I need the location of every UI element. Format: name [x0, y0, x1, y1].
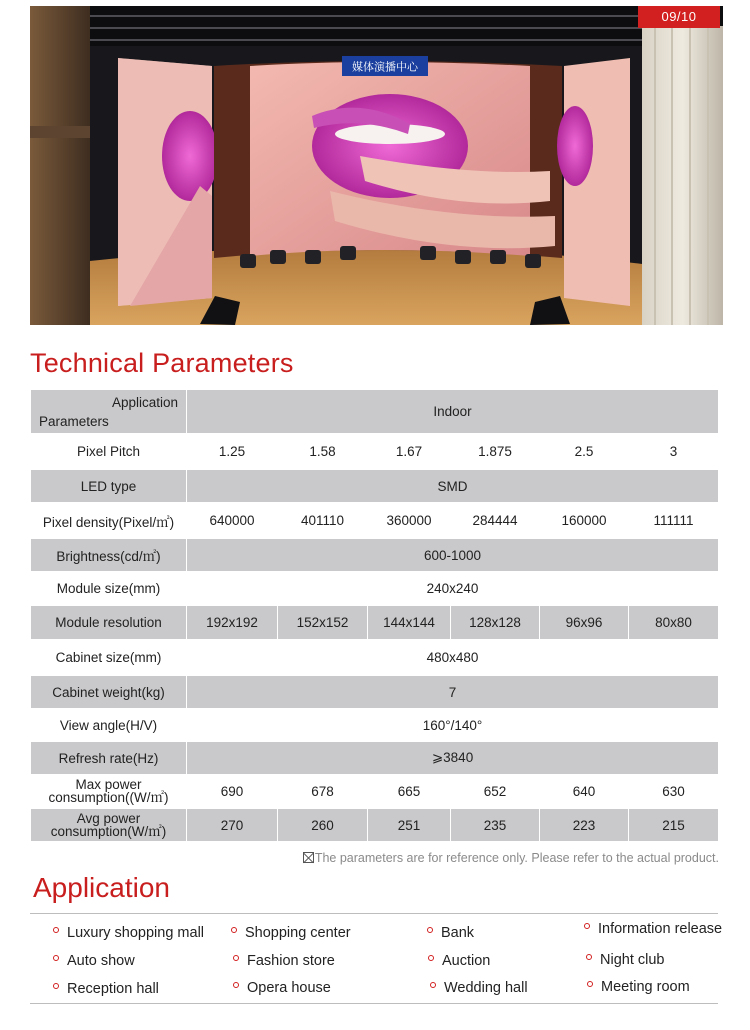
table-row: [31, 503, 719, 539]
table-cell: 284444: [451, 503, 540, 539]
table-cell: 215: [629, 809, 719, 842]
table-cell: 1.58: [278, 434, 368, 470]
divider-top: [30, 913, 718, 914]
table-cell: 192x192: [187, 606, 278, 640]
list-item: [584, 921, 722, 937]
table-cell: 3: [629, 434, 719, 470]
table-cell: 1.875: [451, 434, 540, 470]
bullet-icon: [53, 955, 59, 961]
row-label: LED type: [31, 470, 187, 503]
table-cell: 640: [540, 775, 629, 809]
list-item-label: Night club: [600, 952, 665, 968]
row-label-line1: Avg power: [76, 810, 141, 826]
list-item: [53, 981, 159, 997]
bullet-icon: [586, 954, 592, 960]
row-label: Cabinet weight(kg): [31, 676, 187, 709]
table-cell: 678: [278, 775, 368, 809]
bullet-icon: [233, 982, 239, 988]
table-row: [31, 742, 719, 775]
row-label: [31, 809, 187, 842]
list-item: [53, 953, 135, 969]
list-item-label: Luxury shopping mall: [67, 925, 205, 941]
bullet-icon: [430, 982, 436, 988]
technical-parameters-title: Technical Parameters: [30, 348, 294, 378]
studio-sign-text: 媒体演播中心: [352, 60, 418, 74]
bullet-icon: [233, 955, 239, 961]
list-item: [427, 925, 474, 941]
list-item-label: Shopping center: [245, 925, 351, 941]
table-cell: 240x240: [187, 572, 719, 606]
table-cell: 80x80: [629, 606, 719, 640]
table-cell: 690: [187, 775, 278, 809]
table-cell: 630: [629, 775, 719, 809]
table-cell: ⩾3840: [187, 742, 719, 775]
row-label-line2: consumption(W/㎡): [50, 823, 167, 839]
table-row: [31, 775, 719, 809]
application-header-label: Application: [111, 395, 178, 410]
table-cell: 600-1000: [187, 539, 719, 572]
bullet-icon: [584, 923, 590, 929]
divider-bottom: [30, 1003, 718, 1004]
table-cell: 480x480: [187, 640, 719, 676]
reference-note: [303, 851, 719, 865]
table-cell: 223: [540, 809, 629, 842]
row-label: Refresh rate(Hz): [31, 742, 187, 775]
table-cell: 652: [451, 775, 540, 809]
list-item: [231, 925, 351, 941]
table-cell: 251: [368, 809, 451, 842]
table-row: [31, 470, 719, 503]
technical-parameters-table: [30, 389, 719, 842]
table-header-row: [31, 390, 719, 434]
list-item: [428, 953, 490, 969]
list-item-label: Reception hall: [67, 981, 159, 997]
hero-photo: [30, 6, 723, 325]
table-cell: 7: [187, 676, 719, 709]
table-cell: 1.25: [187, 434, 278, 470]
table-cell: 144x144: [368, 606, 451, 640]
table-cell: 160°/140°: [187, 709, 719, 742]
row-label-line1: Max power: [75, 777, 142, 792]
list-item-label: Auction: [442, 953, 491, 969]
parameters-header-label: Parameters: [39, 414, 109, 429]
table-row: [31, 434, 719, 470]
row-label: Module size(mm): [31, 572, 187, 606]
list-item: [53, 925, 204, 941]
table-cell: 270: [187, 809, 278, 842]
list-item-label: Opera house: [247, 980, 331, 996]
row-label: View angle(H/V): [31, 709, 187, 742]
table-row: [31, 606, 719, 640]
bullet-icon: [231, 927, 237, 933]
list-item-label: Bank: [441, 925, 475, 941]
table-cell: 160000: [540, 503, 629, 539]
row-label: Pixel Pitch: [31, 434, 187, 470]
crossed-box-icon: [303, 852, 314, 863]
list-item: [430, 980, 528, 996]
bullet-icon: [587, 981, 593, 987]
table-cell: 128x128: [451, 606, 540, 640]
reference-note-text: The parameters are for reference only. Please refer to the actual product.: [314, 851, 719, 865]
header-corner-cell: [31, 390, 187, 434]
table-cell: 401110: [278, 503, 368, 539]
table-row: [31, 676, 719, 709]
table-cell: 235: [451, 809, 540, 842]
list-item: [586, 952, 664, 968]
table-row: [31, 539, 719, 572]
table-cell: 96x96: [540, 606, 629, 640]
list-item-label: Information release: [598, 921, 723, 937]
bullet-icon: [427, 927, 433, 933]
page-number-badge: 09/10: [638, 6, 720, 28]
table-cell: 260: [278, 809, 368, 842]
list-item: [233, 980, 331, 996]
list-item-label: Wedding hall: [444, 980, 528, 996]
table-row: [31, 809, 719, 842]
application-title: Application: [33, 872, 170, 903]
list-item: [587, 979, 690, 995]
application-value-cell: Indoor: [187, 390, 719, 434]
row-label: Brightness(cd/㎡): [31, 539, 187, 572]
bullet-icon: [53, 983, 59, 989]
row-label-line2: consumption((W/㎡): [48, 790, 169, 805]
bullet-icon: [428, 955, 434, 961]
row-label: Pixel density(Pixel/㎡): [31, 503, 187, 539]
table-cell: 360000: [368, 503, 451, 539]
table-cell: 665: [368, 775, 451, 809]
table-row: [31, 640, 719, 676]
led-studio-illustration: [30, 6, 723, 325]
table-cell: SMD: [187, 470, 719, 503]
table-row: [31, 572, 719, 606]
row-label: Cabinet size(mm): [31, 640, 187, 676]
table-cell: 2.5: [540, 434, 629, 470]
table-row: [31, 709, 719, 742]
list-item-label: Fashion store: [247, 953, 335, 969]
row-label: [31, 775, 187, 809]
table-cell: 152x152: [278, 606, 368, 640]
list-item: [233, 953, 335, 969]
table-cell: 640000: [187, 503, 278, 539]
table-cell: 111111: [629, 503, 719, 539]
table-cell: 1.67: [368, 434, 451, 470]
row-label: Module resolution: [31, 606, 187, 640]
list-item-label: Auto show: [67, 953, 135, 969]
bullet-icon: [53, 927, 59, 933]
list-item-label: Meeting room: [601, 979, 690, 995]
